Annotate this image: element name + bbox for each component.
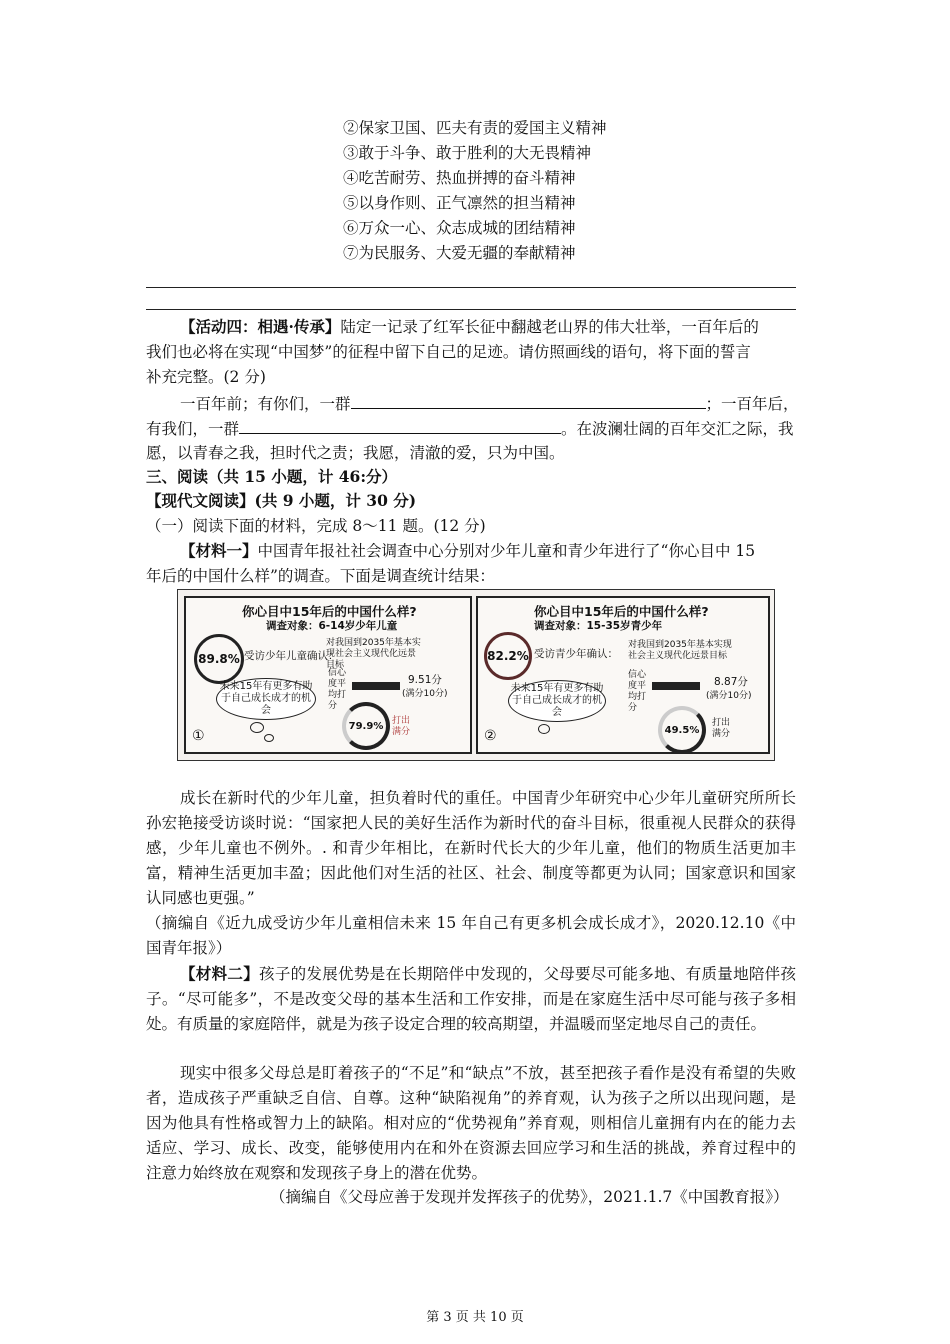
page-footer: 第 3 页 共 10 页 — [426, 1310, 524, 1325]
activity4-end: 愿，以青春之我，担时代之责；我愿，清澈的爱，只为中国。 — [146, 444, 565, 462]
score-note: (满分10分) — [706, 691, 752, 701]
confidence-label: 信心度平均打分 — [628, 670, 647, 713]
percent-label: 受访少年儿童确认： — [244, 650, 339, 662]
spirit-item: ⑥万众一心、众志成城的团结精神 — [343, 219, 576, 237]
fill-blank[interactable] — [351, 392, 706, 409]
survey-subject: 调查对象：6-14岁少年儿童 — [266, 620, 398, 632]
goal-text: 对我国到2035年基本实现社会主义现代化远景目标 — [628, 640, 732, 661]
fill-blank[interactable] — [239, 417, 561, 434]
spirit-item: ③敢于斗争、敢于胜利的大无畏精神 — [343, 144, 592, 162]
thought-bubble — [538, 724, 550, 734]
paragraph: 成长在新时代的少年儿童，担负着时代的重任。中国青少年研究中心少年儿童研究所所长孙宏艳接受访谈时说：“国家把人民的美好生活作为新时代的奋斗目标，很重视人民群众的获得感，少年儿童也不例外。. 和青少年相比，在新时代长大的少年儿童，他们的物质生活更加丰富，精神生活更加丰盈；因此他们对生活的社区、社会、制度等都更为认同；国家意识和国家认同感也更强。” — [146, 789, 796, 907]
full-score-ring: 79.9% — [342, 702, 390, 750]
activity4-fill2: 有我们，一群 。在波澜壮阔的百年交汇之际，我 — [146, 417, 794, 440]
full-score-label: 打出满分 — [712, 718, 731, 739]
percent-circle: 82.2% — [484, 632, 532, 680]
survey-title: 你心目中15年后的中国什么样? — [534, 604, 709, 619]
activity4-line2: 我们也必将在实现“中国梦”的征程中留下自己的足迹。请仿照画线的语句，将下面的誓言 — [146, 343, 751, 361]
modern-heading: 【现代文阅读】(共 9 小题，计 30 分) — [146, 491, 417, 510]
activity4-line3: 补充完整。(2 分) — [146, 368, 266, 386]
answer-line[interactable] — [146, 287, 796, 288]
survey-subject: 调查对象：15-35岁青少年 — [534, 620, 663, 632]
activity4-line1: 【活动四：相遇·传承】陆定一记录了红军长征中翻越老山界的伟大壮举，一百年后的 — [180, 317, 759, 336]
answer-line[interactable] — [146, 309, 796, 310]
survey-panel-1 — [184, 596, 472, 754]
panel-number: ② — [484, 728, 497, 744]
activity4-fill1: 一百年前；有你们，一群 ；一百年后， — [180, 392, 799, 415]
confidence-bar — [652, 682, 700, 690]
source-citation: （摘编自《近九成受访少年儿童相信未来 15 年自己有更多机会成长成才》，2020.12.10《中国青年报》） — [146, 914, 796, 957]
goal-text: 对我国到2035年基本实现社会主义现代化远景目标 — [326, 638, 421, 670]
material1-line1: 【材料一】中国青年报社社会调查中心分别对少年儿童和青少年进行了“你心目中 15 — [180, 541, 756, 560]
confidence-bar — [352, 682, 400, 690]
future-oval: 未来15年有更多有助于自己成长成才的机会 — [508, 680, 606, 722]
percent-label: 受访青少年确认： — [534, 648, 618, 660]
part1-heading: （一）阅读下面的材料，完成 8～11 题。(12 分) — [146, 517, 486, 535]
paragraph: 现实中很多父母总是盯着孩子的“不足”和“缺点”不放，甚至把孩子看作是没有希望的失败者，造成孩子严重缺乏自信、自尊。这种“缺陷视角”的养育观，认为孩子之所以出现问题，是因为他具有性格或智力上的缺陷。相对应的“优势视角”养育观，则相信儿童拥有内在的能力去适应、学习、成长、改变，能够使用内在和外在资源去回应学习和生活的挑战，养育过程中的注意力始终放在观察和发现孩子身上的潜在优势。 — [146, 1064, 796, 1182]
confidence-label: 信心度平均打分 — [328, 668, 347, 711]
material2-paragraph: 【材料二】孩子的发展优势是在长期陪伴中发现的，父母要尽可能多地、有质量地陪伴孩子。“尽可能多”，不是改变父母的基本生活和工作安排，而是在家庭生活中尽可能与孩子多相处。有质量的家庭陪伴，就是为孩子设定合理的较高期望，并温暖而坚定地尽自己的责任。 — [146, 964, 796, 1033]
source-citation: （摘编自《父母应善于发现并发挥孩子的优势》，2021.1.7《中国教育报》） — [270, 1188, 789, 1206]
thought-bubble — [250, 722, 264, 733]
survey-panel-2 — [476, 596, 770, 754]
score-note: (满分10分) — [402, 689, 448, 699]
material1-line2: 年后的中国什么样”的调查。下面是调查统计结果： — [146, 567, 495, 585]
spirit-item: ⑤以身作则、正气凛然的担当精神 — [343, 194, 576, 212]
spirit-item: ②保家卫国、匹夫有责的爱国主义精神 — [343, 119, 607, 137]
confidence-score: 8.87分 — [714, 676, 748, 688]
full-score-ring: 49.5% — [658, 706, 706, 754]
survey-title: 你心目中15年后的中国什么样? — [242, 604, 417, 619]
spirit-item: ④吃苦耐劳、热血拼搏的奋斗精神 — [343, 169, 576, 187]
full-score-label: 打出满分 — [392, 716, 411, 737]
percent-circle: 89.8% — [194, 634, 244, 684]
thought-bubble — [264, 734, 274, 742]
future-oval: 未来15年有更多有助于自己成长成才的机会 — [216, 678, 316, 720]
spirit-item: ⑦为民服务、大爱无疆的奉献精神 — [343, 244, 576, 262]
survey-figure — [177, 589, 775, 761]
confidence-score: 9.51分 — [408, 674, 442, 686]
panel-number: ① — [192, 728, 205, 744]
section-heading: 三、阅读（共 15 小题，计 46:分） — [146, 467, 398, 486]
